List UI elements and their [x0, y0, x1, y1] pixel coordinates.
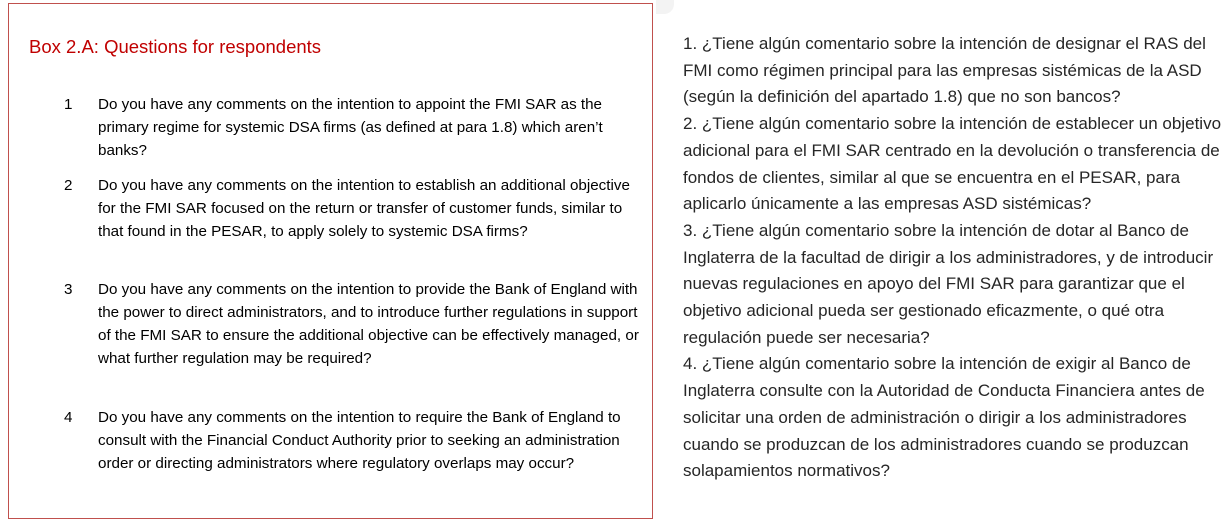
translation-paragraph: 2. ¿Tiene algún comentario sobre la intención de establecer un objetivo adicional para el FMI SAR centrado en la devolución o transferencia de fondos de clientes, similar al que se encuentra en el PESAR, para aplicarlo únicamente a las empresas ASD sistémicas?: [683, 114, 1222, 214]
question-number: 2: [64, 177, 73, 194]
translation-paragraph: 1. ¿Tiene algún comentario sobre la intención de designar el RAS del FMI como régimen principal para las empresas sistémicas de la ASD (según la definición del apartado 1.8) que no son bancos?: [683, 34, 1206, 107]
question-number: 4: [64, 409, 73, 426]
questions-box: [8, 3, 653, 519]
question-text: Do you have any comments on the intention to establish an additional objective for the FMI SAR focused on the return or transfer of customer funds, similar to that found in the PESAR, to apply solely to systemic DSA firms?: [98, 177, 630, 240]
translation-panel: [683, 31, 1223, 485]
translation-paragraph: 4. ¿Tiene algún comentario sobre la intención de exigir al Banco de Inglaterra consulte con la Autoridad de Conducta Financiera antes de solicitar una orden de administración o dirigir a los administradores cuando se produzcan de los administradores cuando se produzcan solapamientos normativos?: [683, 354, 1205, 481]
panel-corner: [656, 0, 674, 14]
question-text: Do you have any comments on the intention to appoint the FMI SAR as the primary regime for systemic DSA firms (as defined at para 1.8) which aren’t banks?: [98, 96, 603, 159]
question-number: 1: [64, 96, 73, 113]
box-title: Box 2.A: Questions for respondents: [29, 36, 322, 57]
question-text: Do you have any comments on the intention to require the Bank of England to consult with the Financial Conduct Authority prior to seeking an administration order or directing administrators where regulatory overlaps may occur?: [98, 409, 621, 472]
translation-paragraph: 3. ¿Tiene algún comentario sobre la intención de dotar al Banco de Inglaterra de la facultad de dirigir a los administradores, y de introducir nuevas regulaciones en apoyo del FMI SAR para garantizar que el objetivo adicional pueda ser gestionado eficazmente, o qué otra regulación puede ser necesaria?: [683, 220, 1214, 347]
question-number: 3: [64, 281, 73, 298]
question-text: Do you have any comments on the intention to provide the Bank of England with the power to direct administrators, and to introduce further regulations in support of the FMI SAR to ensure the additional objective can be effectively managed, or what further regulation may be required?: [98, 281, 639, 367]
